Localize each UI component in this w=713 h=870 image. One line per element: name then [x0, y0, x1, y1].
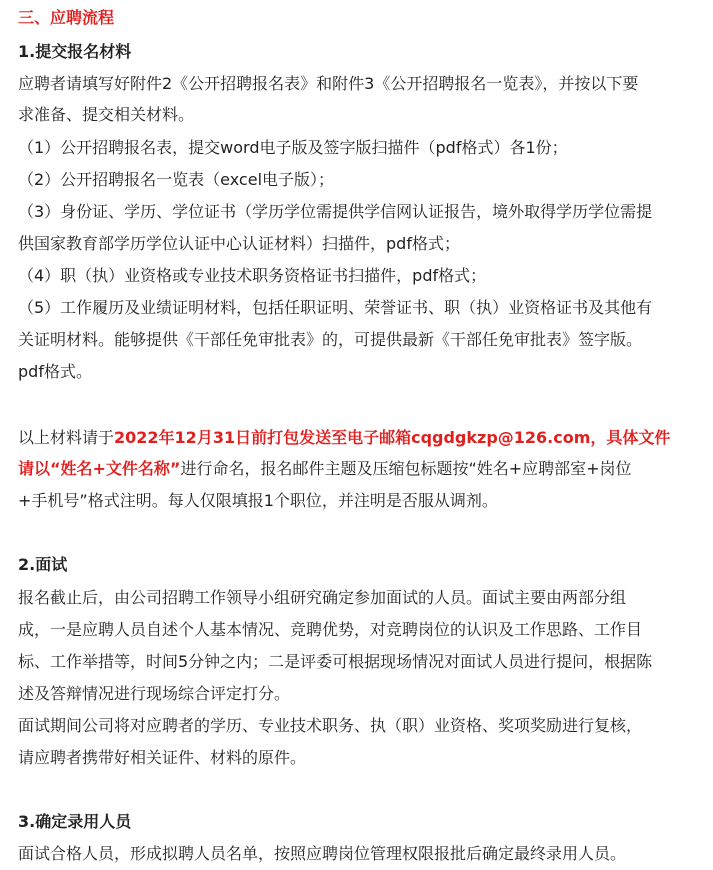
- step1-intro-line-1: 应聘者请填写好附件2《公开招聘报名表》和附件3《公开招聘报名一览表》，并按以下要: [18, 74, 639, 93]
- step1-item-5-line-2: 关证明材料。能够提供《干部任免审批表》的，可提供最新《干部任免审批表》签字版。: [18, 330, 643, 349]
- step2-line-4: 述及答辩情况进行现场综合评定打分。: [18, 684, 291, 703]
- submission-note-line-1: [18, 428, 701, 448]
- submission-deadline-email: 2022年12月31日前打包发送至电子邮箱cqgdgkzp@126.com，具体文件: [114, 428, 671, 447]
- step2-line-1: 报名截止后，由公司招聘工作领导小组研究确定参加面试的人员。面试主要由两部分组: [18, 588, 627, 607]
- step2-line-6: 请应聘者携带好相关证件、材料的原件。: [18, 748, 307, 767]
- step1-item-5-line-3: pdf格式。: [18, 362, 92, 381]
- step3-line: 面试合格人员，形成拟聘人员名单，按照应聘岗位管理权限报批后确定最终录用人员。: [18, 844, 627, 863]
- step1-item-3-line-2: 供国家教育部学历学位认证中心认证材料）扫描件，pdf格式；: [18, 234, 460, 253]
- step1-item-3-line-1: （3）身份证、学历、学位证书（学历学位需提供学信网认证报告，境外取得学历学位需提: [18, 202, 653, 221]
- step1-item-5-line-1: （5）工作履历及业绩证明材料，包括任职证明、荣誉证书、职（执）业资格证书及其他有: [18, 298, 653, 317]
- submission-note-continuation: 进行命名，报名邮件主题及压缩包标题按“姓名+应聘部室+岗位: [180, 459, 632, 478]
- step2-heading: 2.面试: [18, 555, 68, 574]
- step2-line-3: 标、工作举措等，时间5分钟之内；二是评委可根据现场情况对面试人员进行提问，根据陈: [18, 652, 653, 671]
- section-title: 三、应聘流程: [18, 8, 115, 27]
- step2-line-5: 面试期间公司将对应聘者的学历、专业技术职务、执（职）业资格、奖项奖励进行复核，: [18, 716, 643, 735]
- step1-item-1: （1）公开招聘报名表，提交word电子版及签字版扫描件（pdf格式）各1份；: [18, 138, 568, 157]
- submission-note-prefix: 以上材料请于: [18, 428, 115, 447]
- file-naming-rule: 请以“姓名+文件名称”: [18, 459, 181, 478]
- step1-item-4: （4）职（执）业资格或专业技术职务资格证书扫描件，pdf格式；: [18, 266, 487, 285]
- step2-line-2: 成，一是应聘人员自述个人基本情况、竞聘优势，对竞聘岗位的认识及工作思路、工作目: [18, 620, 643, 639]
- submission-note-line-3: +手机号”格式注明。每人仅限填报1个职位，并注明是否服从调剂。: [18, 491, 498, 510]
- submission-note-line-2: [18, 459, 701, 479]
- step1-heading: 1.提交报名材料: [18, 42, 132, 61]
- step3-heading: 3.确定录用人员: [18, 812, 132, 831]
- step1-intro-line-2: 求准备、提交相关材料。: [18, 105, 195, 124]
- step1-item-2: （2）公开招聘报名一览表（excel电子版）；: [18, 170, 335, 189]
